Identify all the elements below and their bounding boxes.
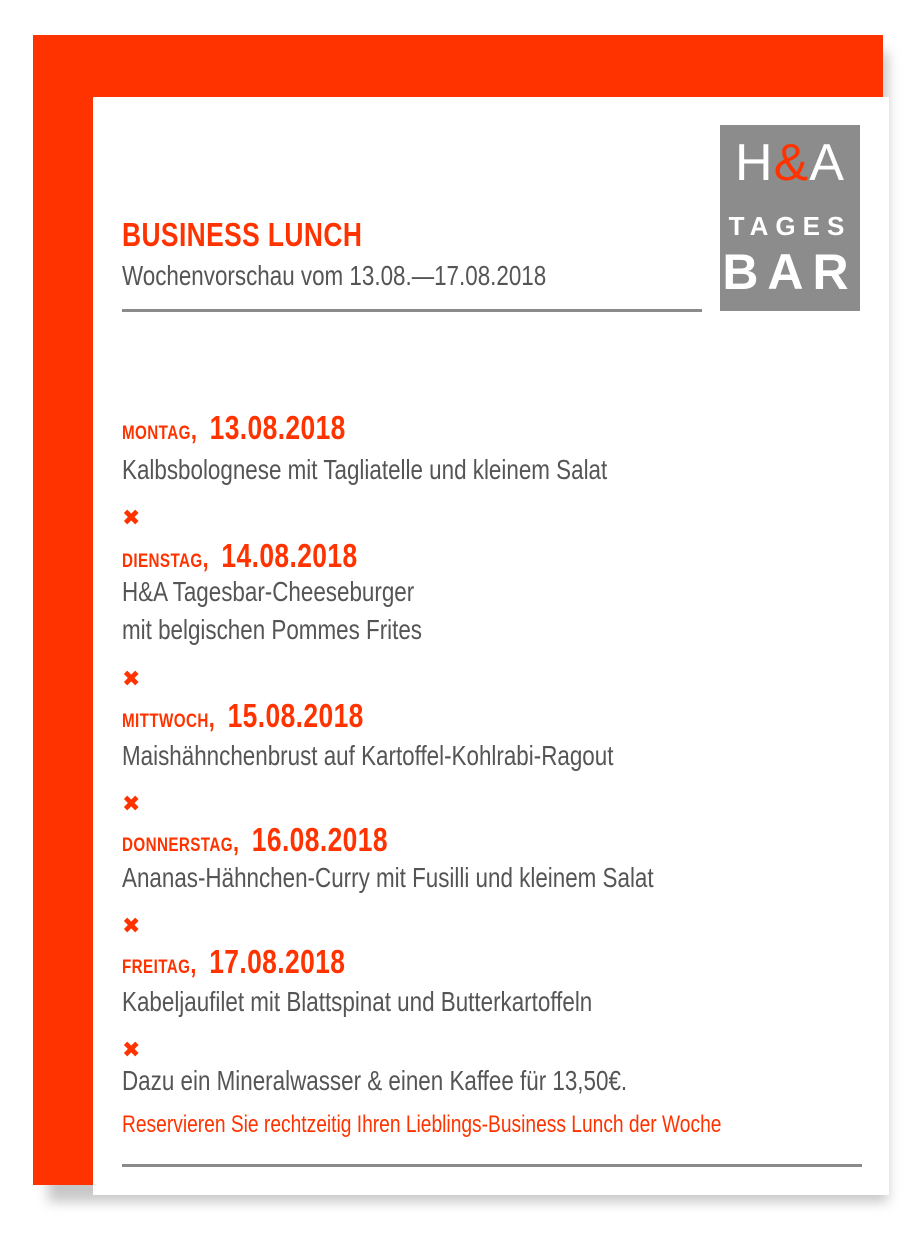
footer-divider [122,1164,862,1167]
logo-ha-text: H&A [735,134,845,192]
menu-card [93,97,889,1195]
dish-tuesday: H&A Tagesbar-Cheeseburger mit belgischen Pommes Frites [122,576,423,645]
day-heading-tuesday: DIENSTAG, 14.08.2018 [122,537,358,574]
separator-cross-icon: ✖ [122,1037,141,1062]
day-heading-monday: MONTAG, 13.08.2018 [122,409,346,446]
dish-friday: Kabeljaufilet mit Blattspinat und Butterkartoffeln [122,986,593,1017]
page-title: BUSINESS LUNCH [122,216,363,253]
day-heading-wednesday: MITTWOCH, 15.08.2018 [122,697,364,734]
separator-cross-icon: ✖ [122,505,141,530]
week-range: Wochenvorschau vom 13.08.—17.08.2018 [122,260,547,291]
day-heading-thursday: DONNERSTAG, 16.08.2018 [122,821,388,858]
separator-cross-icon: ✖ [122,913,141,938]
dish-thursday: Ananas-Hähnchen-Curry mit Fusilli und kleinem Salat [122,862,654,893]
separator-cross-icon: ✖ [122,666,141,691]
separator-cross-icon: ✖ [122,791,141,816]
logo-tages-text: TAGES [728,211,852,241]
day-heading-friday: FREITAG, 17.08.2018 [122,943,346,980]
ha-tagesbar-logo [720,125,860,311]
menu-frame [33,35,883,1185]
offer-text: Dazu ein Mineralwasser & einen Kaffee für 13,50€. [122,1065,628,1096]
reservation-note: Reservieren Sie rechtzeitig Ihren Lieblings-Business Lunch der Woche [122,1111,722,1138]
logo-bar-text: BAR [722,244,858,300]
dish-wednesday: Maishähnchenbrust auf Kartoffel-Kohlrabi-Ragout [122,740,614,771]
header-divider [122,309,702,312]
dish-monday: Kalbsbolognese mit Tagliatelle und kleinem Salat [122,454,608,485]
